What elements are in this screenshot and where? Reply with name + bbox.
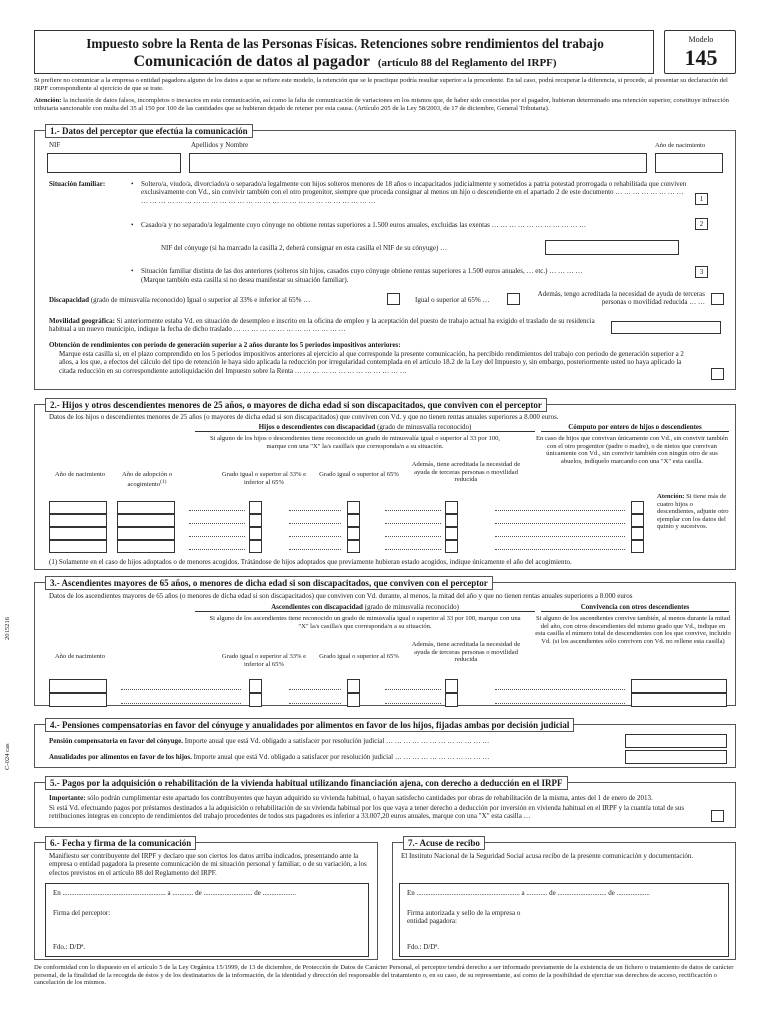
modelo-label: Modelo — [688, 35, 714, 44]
s5-importante: Importante: sólo podrán cumplimentar este apartado los contribuyentes que hayan adquirido su vivienda habitual, o hayan satisfecho cantidades por obras de rehabilitación de la misma, antes del 1 de enero de 2013. — [49, 794, 653, 802]
s2-row-anio[interactable] — [49, 501, 107, 514]
s3-row-conv-field[interactable] — [631, 679, 727, 693]
s2-row-ayuda-checkbox[interactable] — [445, 514, 458, 527]
s3-row-conv-field[interactable] — [631, 693, 727, 707]
s6-text: Manifiesto ser contribuyente del IRPF y declaro que son ciertos los datos arriba indicados, presentando ante la empresa o entidad pagadora la presente comunicación de mi situación personal y familiar, o de su variación, a los efectos previstos en el artículo 88 del Reglamento del IRPF. — [49, 852, 367, 877]
s3-col-65: Grado igual o superior al 65% — [319, 653, 399, 660]
s3-row-65-checkbox[interactable] — [347, 679, 360, 693]
s2-atencion: Atención: Si tiene más de cuatro hijos o descendientes, adjunte otro ejemplar con los datos del quinto y sucesivos. — [657, 493, 729, 531]
movilidad-text: Movilidad geográfica: Si anteriormente estaba Vd. en situación de desempleo e inscrito en la oficina de empleo y la aceptación del puesto de trabajo actual ha exigido el traslado de su residencia habitual a un nuevo municipio, indique la fecha de dicho traslado … … … … … … … … … … … … … — [49, 317, 595, 334]
side-code-1: 2015216 — [4, 616, 11, 640]
s3-conv-hdr: Convivencia con otros descendientes — [541, 603, 729, 612]
s2-row-computo-checkbox[interactable] — [631, 540, 644, 553]
disc-33-checkbox[interactable] — [387, 293, 400, 305]
s6-fdo: Fdo.: D/Dª. — [53, 943, 86, 951]
disc-ayuda-label: Además, tengo acreditada la necesidad de ayuda de terceras personas o movilidad reducida … … — [537, 290, 705, 307]
s3-conv-q: Si alguno de los ascendientes convive también, al menos durante la mitad del año, con otros descendientes del mismo grado que Vd., indique en esta casilla el número total de descendientes con los que convive, incluido Vd. (si los ascendientes sólo conviven con Vd. no rellene esta casilla) — [535, 615, 731, 645]
section-1: 1.- Datos del perceptor que efectúa la comunicación NIF Apellidos y Nombre Año de nacimiento Situación familiar: • Soltero/a, viudo/a, divorciado/a o separado/a legalmente con hijos solteros menores de 18 años o incapacitados judicialmente y sometidos a patria potestad prorrogada o rehabilitada que conviven exclusivamente con Vd., sin convivir también con el otro progenitor, siempre que proceda consignar al menos un hijo o descendiente en el apartado 2 de este documento … … … … … … … … … … … … … … … … … … … … … … … … … … … … … … … … … … … 1 • Casado/a y no separado/a legalmente cuyo cónyuge no obtiene rentas superiores a 1.500 euros anuales, excluidas las exentas … … … … … … … … … … … 2 NIF del cónyuge (si ha marcado la casilla 2, deberá consignar en esta casilla el NIF de su cónyuge) … • Situación familiar distinta de las dos anteriores (solteros sin hijos, casados cuyo cónyuge obtiene rentas superiores a 1.500 euros anuales, … etc.) … … … … (Marque también esta casilla si no desea manifestar su situación familiar). 3 Discapacidad (grado de minusvalía reconocido) Igual o superior al 33% e inferior al 65% … Igual o superior al 65% … Además, tengo acreditada la necesidad de ayuda de terceras personas o movilidad reducida … … Movilidad geográfica: Si anteriormente estaba Vd. en situación de desempleo e inscrito en la oficina de empleo y la aceptación del puesto de trabajo actual ha exigido el traslado de su residencia habitual a un nuevo municipio, indique la fecha de dicho traslado … … … … … … … … … … … … … Obtención de rendimientos con período de generación superior a 2 años durante los 5 periodos impositivos anteriores: Marque esta casilla si, en el plazo comprendido en los 5 periodos impositivos anteriores al ejercicio al que corresponde la presente comunicación, ha percibido rendimientos del trabajo con periodo de generación superior a 2 años, a los que, a efectos del cálculo del tipo de retención le haya sido aplicada la reducción por irregularidad contemplada en el artículo 18.2 de la Ley del Impuesto y, sin embargo, posteriormente usted no haya aplicado la citada reducción en su correspondiente autoliquidación del Impuesto sobre la Renta … … … … … … … … … … … … … — [34, 130, 736, 390]
section-3-title: 3.- Ascendientes mayores de 65 años, o menores de dicha edad si son discapacitados, que conviven con el perceptor — [45, 576, 493, 590]
anio-nac-field[interactable] — [655, 153, 723, 173]
section-5 — [34, 778, 736, 828]
sit-opt2-text: Casado/a y no separado/a legalmente cuyo cónyuge no obtiene rentas superiores a 1.500 euros anuales, excluidas las exentas … … … … … … … … … … … — [141, 221, 587, 229]
s2-col-anio: Año de nacimiento — [54, 471, 106, 478]
s3-row-anio[interactable] — [49, 693, 107, 707]
s4-anualidades-field[interactable] — [625, 750, 727, 764]
section-5-title: 5.- Pagos por la adquisición o rehabilitación de la vivienda habitual utilizando financiación ajena, con derecho a deducción en el IRPF — [45, 776, 568, 790]
s2-row-adop[interactable] — [117, 514, 175, 527]
disc-ayuda-checkbox[interactable] — [711, 293, 724, 305]
nif-label: NIF — [49, 141, 61, 149]
s2-computo-hdr: Cómputo por entero de hijos o descendientes — [541, 423, 729, 432]
s2-row-33-checkbox[interactable] — [249, 527, 262, 540]
s2-row-adop[interactable] — [117, 501, 175, 514]
apellidos-label: Apellidos y Nombre — [191, 141, 249, 149]
s2-row-computo-checkbox[interactable] — [631, 527, 644, 540]
s2-row-adop[interactable] — [117, 527, 175, 540]
s3-col-ayuda: Además, tiene acreditada la necesidad de ayuda de terceras personas o movilidad reducida — [411, 641, 521, 664]
nif-field[interactable] — [47, 153, 181, 173]
obtencion-text: Marque esta casilla si, en el plazo comprendido en los 5 periodos impositivos anteriores al ejercicio al que corresponde la presente comunicación, ha percibido rendimientos del trabajo con periodo de generación superior a 2 años, a los que, a efectos del cálculo del tipo de retención le haya sido aplicada la reducción por irregularidad contemplada en el artículo 18.2 de la Ley del Impuesto y, sin embargo, posteriormente usted no haya aplicado la citada reducción en su correspondiente autoliquidación del Impuesto sobre la Renta … … … … … … … … … … … … … — [59, 350, 684, 375]
s3-row-65-checkbox[interactable] — [347, 693, 360, 707]
s2-col-ayuda: Además, tiene acreditada la necesidad de ayuda de terceras personas o movilidad reducida — [411, 461, 521, 484]
s5-checkbox[interactable] — [711, 810, 724, 822]
title-sub: (artículo 88 del Reglamento del IRPF) — [377, 57, 557, 69]
s2-disc-hdr: Hijos o descendientes con discapacidad (grado de minusvalía reconocido) — [195, 423, 535, 432]
nif-conyuge-field[interactable] — [545, 240, 679, 255]
section-3 — [34, 578, 736, 706]
s2-row-anio[interactable] — [49, 514, 107, 527]
section-4-title: 4.- Pensiones compensatorias en favor del cónyuge y anualidades por alimentos en favor de los hijos, fijadas ambas por decisión judicial — [45, 718, 574, 732]
s3-disc-hdr: Ascendientes con discapacidad (grado de minusvalía reconocido) — [195, 603, 535, 612]
section-1-title: 1.- Datos del perceptor que efectúa la comunicación — [45, 124, 253, 138]
s3-col-anio: Año de nacimiento — [54, 653, 106, 660]
s3-disc-q: Si alguno de los ascendientes tiene reconocido un grado de minusvalía igual o superior al 33 por 100, marque con una "X" la/s casilla/s que corresponda/n a su situación. — [209, 615, 521, 630]
s2-row-adop[interactable] — [117, 540, 175, 553]
s2-col-adop: Año de adopción o acogimiento$^{(1)}$ — [122, 471, 172, 488]
section-7-title: 7.- Acuse de recibo — [403, 836, 485, 850]
obtencion-title: Obtención de rendimientos con período de generación superior a 2 años durante los 5 periodos impositivos anteriores: — [49, 341, 401, 349]
s7-en: En ........................................................... a ............ de ............................ de ................... — [407, 889, 650, 897]
section-7 — [392, 838, 736, 960]
s3-row-ayuda-checkbox[interactable] — [445, 679, 458, 693]
s2-row-anio[interactable] — [49, 540, 107, 553]
discapacidad-label: Discapacidad (grado de minusvalía reconocido) Igual o superior al 33% e inferior al 65% … — [49, 296, 311, 304]
intro-text-1: Si prefiere no comunicar a la empresa o entidad pagadora alguno de los datos a que se refiere este modelo, la retención que se le practique podría resultar superior a la procedente. En tal caso, podrá recuperar la diferencia, si procede, al presentar su declaración del IRPF correspondiente al ejercicio de que se trate. — [34, 77, 728, 92]
s2-computo-q: En caso de hijos que convivan únicamente con Vd., sin convivir también con el otro progenitor (padre o madre), o de nietos que convivan únicamente con Vd., sin convivir también con ningún otro de sus abuelos, indíquelo marcando con una "X" esta casilla. — [536, 435, 728, 465]
modelo-number: 145 — [684, 45, 718, 70]
s2-row-anio[interactable] — [49, 527, 107, 540]
s2-disc-q: Si alguno de los hijos o descendientes tiene reconocido un grado de minusvalía igual o superior al 33 por 100, marque con una "X" la/s casilla/s que corresponda/n a su situación. — [209, 435, 501, 450]
header-box — [34, 30, 654, 74]
section-4 — [34, 720, 736, 768]
section-6 — [34, 838, 378, 960]
sit-opt3b-text: (Marque también esta casilla si no desea manifestar su situación familiar). — [141, 276, 349, 284]
sit-box-1[interactable]: 1 — [695, 193, 708, 205]
s2-row-ayuda-checkbox[interactable] — [445, 527, 458, 540]
intro-text-2: Atención: la inclusión de datos falsos, incompletos o inexactos en esta comunicación, así como la falta de comunicación de variaciones en los mismos que, de haber sido conocidas por el pagador, hubieran determinado una retención superior, constituye infracción tributaria sancionable con multa del 35 al 150 por 100 de las cantidades que se hubieran dejado de retener por esta causa. (Artículo 205 de la Ley 58/2003, de 17 de diciembre, General Tributaria). — [34, 97, 729, 112]
footer-text: De conformidad con lo dispuesto en el artículo 5 de la Ley Orgánica 15/1999, de 13 de diciembre, de Protección de Datos de Carácter Personal, el perceptor tendrá derecho a ser informado previamente de la existencia de un fichero o tratamiento de datos de carácter personal, de la finalidad de la recogida de éstos y de los destinatarios de la información, de la identidad y dirección del responsable del tratamiento o, en su caso, de su representante, así como de la posibilidad de ejercitar sus derechos de acceso, rectificación o cancelación de los mismos. — [34, 964, 734, 987]
s2-row-33-checkbox[interactable] — [249, 501, 262, 514]
s2-footnote: (1) Solamente en el caso de hijos adoptados o de menores acogidos. Trátándose de hijos adoptados que previamente hubieran estado acogidos, indique únicamente el año del acogimiento. — [49, 558, 572, 566]
disc-65-checkbox[interactable] — [507, 293, 520, 305]
s2-row-computo-checkbox[interactable] — [631, 514, 644, 527]
obtencion-checkbox[interactable] — [711, 368, 724, 380]
s3-row-ayuda-checkbox[interactable] — [445, 693, 458, 707]
s3-row-33-checkbox[interactable] — [249, 679, 262, 693]
title-main: Comunicación de datos al pagador — [133, 53, 370, 70]
side-code-2: C-024 cas — [4, 743, 11, 770]
title-line1: Impuesto sobre la Renta de las Personas Físicas. Retenciones sobre rendimientos del trabajo — [86, 36, 604, 51]
s7-fdo: Fdo.: D/Dª. — [407, 943, 440, 951]
s2-row-33-checkbox[interactable] — [249, 540, 262, 553]
s4-pension-text: Pensión compensatoria en favor del cónyuge. Importe anual que está Vd. obligado a satisfacer por resolución judicial … … … … … … … … … … … … — [49, 737, 490, 745]
s2-row-65-checkbox[interactable] — [347, 501, 360, 514]
s7-firma: Firma autorizada y sello de la empresa o entidad pagadora: — [407, 909, 521, 926]
s2-col-33: Grado igual o superior al 33% e inferior al 65% — [221, 471, 307, 486]
situacion-label: Situación familiar: — [49, 180, 106, 188]
s2-row-33-checkbox[interactable] — [249, 514, 262, 527]
sit-box-3[interactable]: 3 — [695, 266, 708, 278]
s2-row-ayuda-checkbox[interactable] — [445, 501, 458, 514]
s3-row-anio[interactable] — [49, 679, 107, 693]
s2-row-65-checkbox[interactable] — [347, 527, 360, 540]
s4-pension-field[interactable] — [625, 734, 727, 748]
sit-box-2[interactable]: 2 — [695, 218, 708, 230]
s2-row-65-checkbox[interactable] — [347, 514, 360, 527]
anio-nac-label: Año de nacimiento — [655, 142, 706, 149]
s2-row-ayuda-checkbox[interactable] — [445, 540, 458, 553]
s2-row-65-checkbox[interactable] — [347, 540, 360, 553]
sit-opt1-text: Soltero/a, viudo/a, divorciado/a o separado/a legalmente con hijos solteros menores de 18 años o incapacitados judicialmente y sometidos a patria potestad prorrogada o rehabilitada que conviven exclusivamente con Vd., sin convivir también con el otro progenitor, siempre que proceda consignar al menos un hijo o descendiente en el apartado 2 de este documento … … … … … … … … … … … … … … … … … … … … … … … … … … … … … … … … … … … — [141, 180, 687, 205]
s5-text: Si está Vd. efectuando pagos por préstamos destinados a la adquisición o rehabilitación de su vivienda habitual por los que vaya a tener derecho a deducción por inversión en vivienda habitual en el IRPF y la cuantía total de sus retribuciones íntegras en concepto de rendimientos del trabajo procedentes de todos sus pagadores es inferior a 33.007,20 euros anuales, marque con una "X" esta casilla … — [49, 804, 685, 821]
s2-row-computo-checkbox[interactable] — [631, 501, 644, 514]
s2-intro: Datos de los hijos o descendientes menores de 25 años (o mayores de dicha edad si son discapacitados) que conviven con Vd. y que no tienen rentas anuales superiores a 8.000 euros. — [49, 413, 559, 421]
disc-65-label: Igual o superior al 65% … — [415, 296, 490, 304]
nif-conyuge-label: NIF del cónyuge (si ha marcado la casilla 2, deberá consignar en esta casilla el NIF de su cónyuge) … — [161, 244, 448, 252]
section-2-title: 2.- Hijos y otros descendientes menores de 25 años, o mayores de dicha edad si son discapacitados, que conviven con el perceptor — [45, 398, 547, 412]
s3-intro: Datos de los ascendientes mayores de 65 años (o menores de dicha edad si son discapacitados) que conviven con Vd. durante, al menos, la mitad del año y que no tienen rentas anuales superiores a 8.000 euros — [49, 592, 633, 600]
s6-firma: Firma del perceptor: — [53, 909, 111, 917]
title-line2 — [35, 52, 655, 72]
s3-row-33-checkbox[interactable] — [249, 693, 262, 707]
s3-col-33: Grado igual o superior al 33% e inferior al 65% — [221, 653, 307, 668]
section-2 — [34, 400, 736, 570]
modelo-box — [664, 30, 736, 74]
s4-anualidades-text: Anualidades por alimentos en favor de los hijos. Importe anual que está Vd. obligado a satisfacer por resolución judicial … … … … … … … … … … … — [49, 753, 490, 761]
s6-en: En ........................................................... a ............ de ............................ de ................... — [53, 889, 296, 897]
sit-opt3-text: Situación familiar distinta de las dos anteriores (solteros sin hijos, casados cuyo cónyuge obtiene rentas superiores a 1.500 euros anuales, … etc.) … … … … — [141, 267, 583, 275]
apellidos-field[interactable] — [189, 153, 647, 173]
s2-col-65: Grado igual o superior al 65% — [319, 471, 399, 478]
s7-text: El Instituto Nacional de la Seguridad Social acusa recibo de la presente comunicación y documentación. — [401, 852, 694, 860]
section-6-title: 6.- Fecha y firma de la comunicación — [45, 836, 196, 850]
movilidad-date-field[interactable] — [611, 321, 721, 334]
